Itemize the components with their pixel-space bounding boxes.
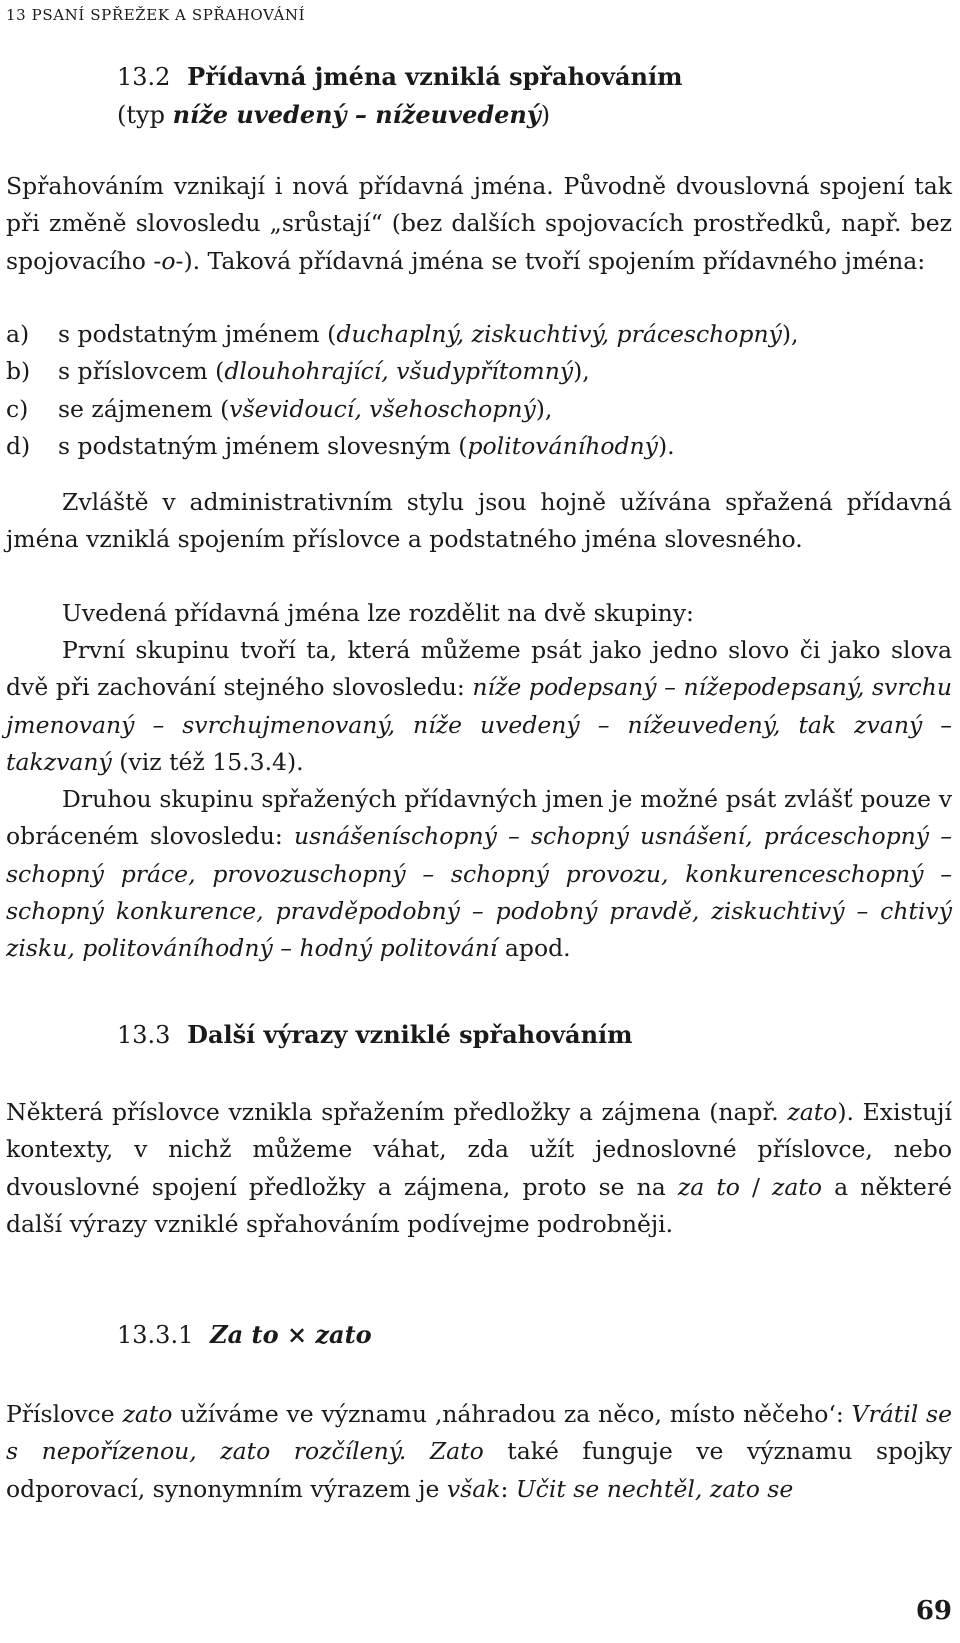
text-run: apod. [497, 934, 571, 963]
paragraph-administrative: Zvláště v administrativním stylu jsou hojně užívána spřažená přídavná jména vzniklá spojením příslovce a podstatného jména slovesného. [6, 488, 952, 554]
italic-run: duchaplný, ziskuchtivý, práceschopný [336, 320, 782, 348]
italic-run: usnášeníschopný – schopný usnášení, práceschopný – schopný práce, provozuschopný – schopný provozu, konkurenceschopný – schopný konkurence, pravděpodobný – podobný pravdě, ziskuchtivý – chtivý zisku, politováníhodný – hodný politování [6, 822, 952, 963]
text-run: : [500, 1474, 516, 1503]
text-run: První skupinu tvoří ta, která můžeme psát jako jedno slovo či jako slova dvě při zachování stejného slovosledu: [6, 636, 952, 702]
italic-run: však [446, 1474, 501, 1503]
text-run: (viz též 15.3.4). [111, 747, 304, 776]
italic-run: zato [772, 1172, 823, 1201]
text-run: ). Existují kontexty, v nichž můžeme váhat, zda užít jednoslovné příslovce, nebo dvouslovné spojení předložky a zájmena, proto se na [6, 1098, 952, 1201]
text-run: s podstatným jménem slovesným ( [58, 431, 468, 460]
section-13-3-heading [117, 1016, 633, 1054]
section-title-line1: Přídavná jména vzniklá spřahováním [187, 62, 683, 91]
text-run: Některá příslovce vznikla spřažením předložky a zájmena (např. [6, 1098, 788, 1126]
text-run: Příslovce [6, 1400, 123, 1428]
section-13-3-1-heading [117, 1316, 372, 1354]
list-item [6, 391, 799, 428]
paragraph-adverbs [6, 1094, 952, 1243]
italic-run: za to [677, 1172, 740, 1201]
list-item [6, 353, 799, 390]
section-number: 13.3.1 [117, 1321, 194, 1349]
page-number: 69 [915, 1596, 952, 1626]
text-run: / [739, 1172, 773, 1201]
italic-run: vševidoucí, všehoschopný [229, 394, 536, 423]
list-label: c) [6, 394, 29, 423]
list-label: b) [6, 357, 31, 386]
text-run: ), [535, 394, 553, 423]
list-item [6, 316, 799, 353]
italic-run: o [161, 246, 176, 275]
text-run: užíváme ve významu ‚náhradou za něco, místo něčeho‘: [172, 1400, 852, 1428]
italic-run: zato [787, 1098, 838, 1126]
list-label: d) [6, 431, 31, 460]
compound-type-list [6, 316, 799, 465]
running-head: 13 PSANÍ SPŘEŽEK A SPŘAHOVÁNÍ [6, 6, 306, 24]
italic-run: zato [122, 1400, 173, 1428]
section-number: 13.2 [117, 63, 171, 91]
paragraph-two-groups: Uvedená přídavná jména lze rozdělit na dvě skupiny: [62, 599, 694, 627]
paragraph-intro [6, 168, 952, 280]
text-run: -). Taková přídavná jména se tvoří spojením přídavného jména: [175, 246, 926, 275]
section-title: Další výrazy vzniklé spřahováním [187, 1020, 633, 1049]
list-label: a) [6, 320, 30, 348]
section-title-line2-suffix: ) [540, 101, 551, 129]
text-run: ), [573, 357, 590, 386]
italic-run: dlouhohrající, všudypřítomný [224, 357, 574, 386]
section-13-2-heading [117, 58, 683, 134]
paragraph-group-two [6, 781, 952, 967]
list-item [6, 428, 799, 465]
paragraph-zato [6, 1396, 952, 1508]
text-run: ), [781, 320, 799, 348]
text-run: se zájmenem ( [58, 394, 230, 423]
text-run: Spřahováním vznikají i nová přídavná jména. Původně dvouslovná spojení tak při změně slovosledu „srůstají“ (bez dalších spojovacích prostředků, např. bez spojovacího - [6, 172, 952, 275]
section-title-line2-italic: níže uvedený – nížeuvedený [172, 100, 541, 129]
section-number: 13.3 [117, 1021, 171, 1049]
paragraph-group-one [6, 632, 952, 781]
text-run: ). [657, 431, 675, 460]
italic-run: Vrátil se s nepořízenou, zato rozčílený. Zato [6, 1400, 952, 1466]
italic-run: níže podepsaný – nížepodepsaný, svrchu jmenovaný – svrchujmenovaný, níže uvedený – nížeuvedený, tak zvaný – takzvaný [6, 673, 952, 776]
text-run: s příslovcem ( [58, 357, 225, 386]
text-run: s podstatným jménem ( [58, 320, 337, 348]
text-run: a některé další výrazy vzniklé spřahováním podívejme podrobněji. [6, 1172, 952, 1238]
section-title-line2-prefix: (typ [117, 101, 173, 129]
text-run: také funguje ve významu spojky odporovací, synonymním výrazem je [6, 1437, 953, 1503]
text-run: Druhou skupinu spřažených přídavných jmen je možné psát zvlášť pouze v obráceném slovosledu: [6, 785, 952, 851]
italic-run: Učit se nechtěl, zato se [515, 1474, 794, 1503]
section-title: Za to × zato [210, 1320, 372, 1349]
italic-run: politováníhodný [467, 431, 658, 460]
